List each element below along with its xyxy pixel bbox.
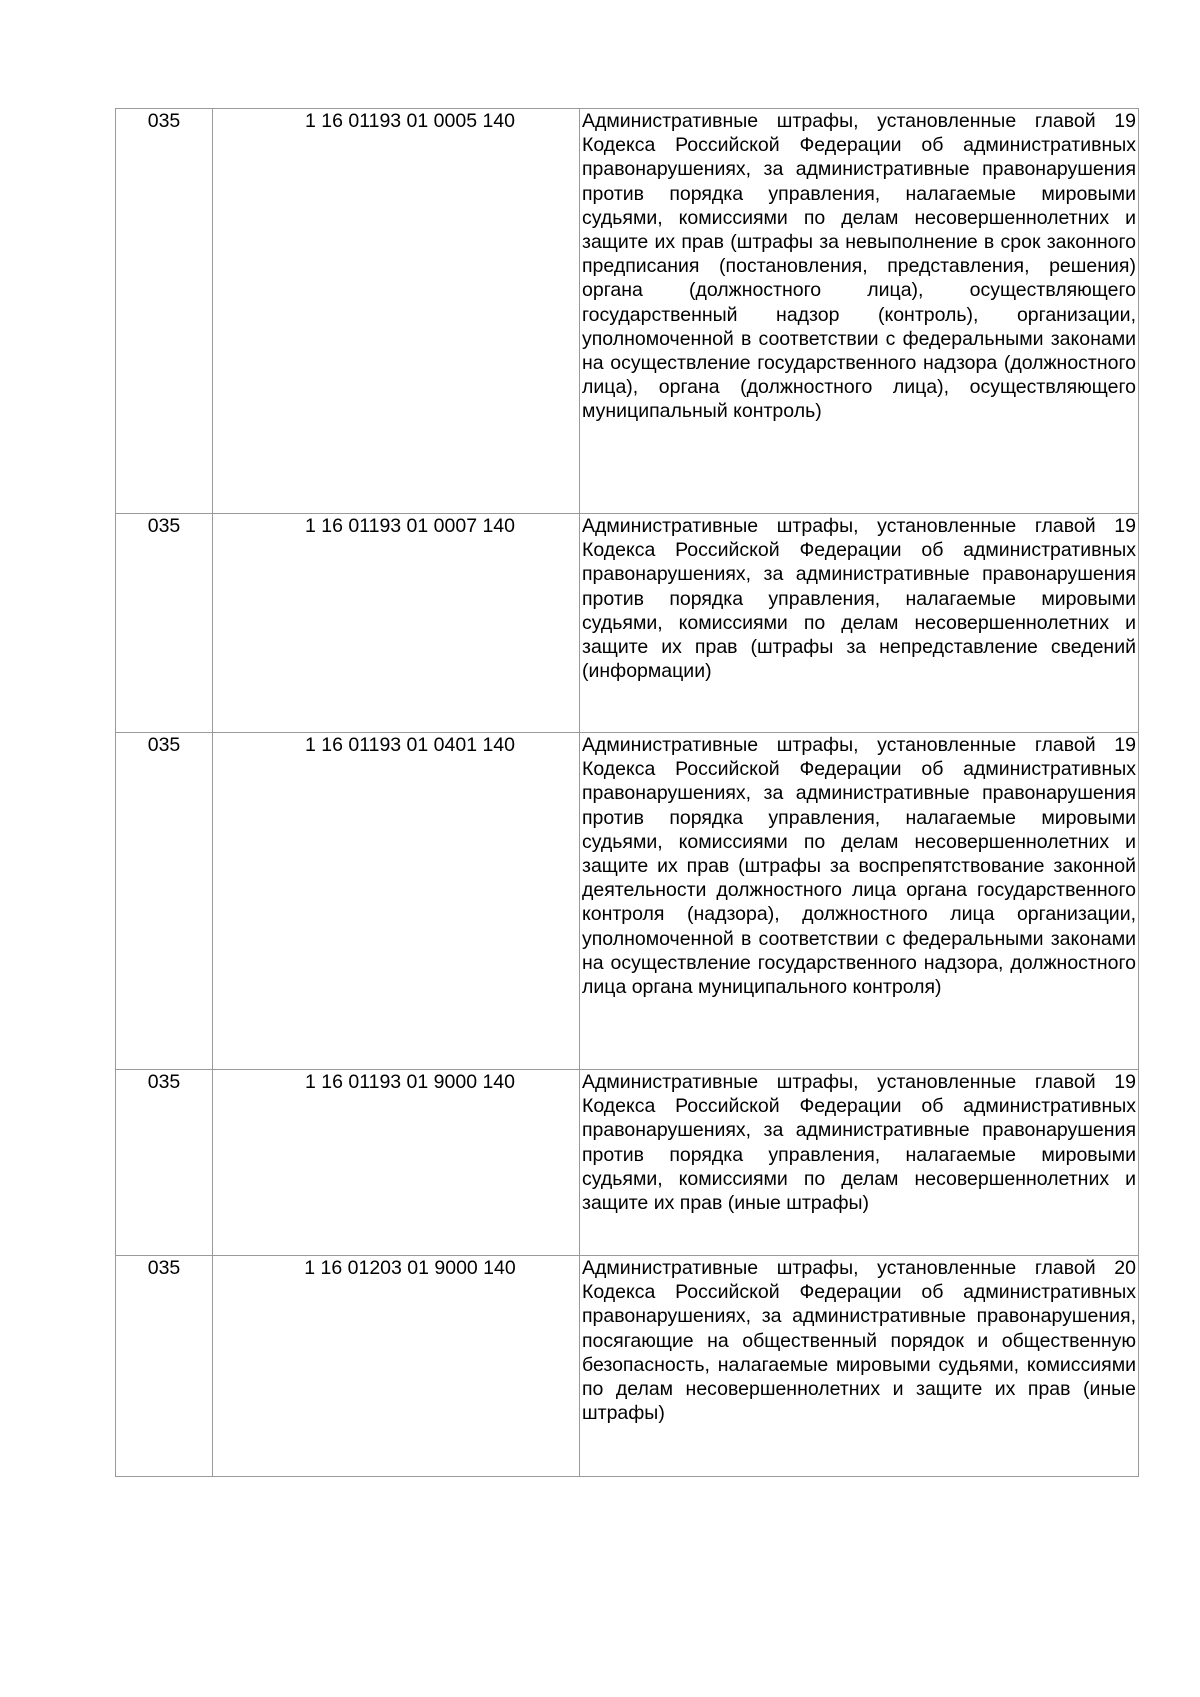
description-cell bbox=[580, 1256, 1139, 1477]
admin-code: 035 bbox=[147, 1071, 181, 1093]
admin-code-cell bbox=[116, 514, 213, 733]
revenue-code-cell bbox=[213, 514, 580, 733]
revenue-code: 1 16 01193 01 0401 140 bbox=[304, 734, 515, 756]
admin-code-cell bbox=[116, 109, 213, 514]
admin-code-cell bbox=[116, 733, 213, 1070]
revenue-code-cell bbox=[213, 733, 580, 1070]
admin-code: 035 bbox=[147, 1257, 181, 1279]
description-cell bbox=[580, 514, 1139, 733]
description-cell bbox=[580, 109, 1139, 514]
description-text: Административные штрафы, установленные главой 20 Кодекса Российской Федерации об административных правонарушениях, за административные правонарушения, посягающие на общественный порядок и общественную безопасность, налагаемые мировыми судьями, комиссиями по делам несовершеннолетних и защите их прав (иные штрафы) bbox=[582, 1257, 1136, 1425]
revenue-code: 1 16 01193 01 0007 140 bbox=[304, 515, 515, 537]
revenue-code: 1 16 01193 01 9000 140 bbox=[304, 1071, 515, 1093]
description-text: Административные штрафы, установленные главой 19 Кодекса Российской Федерации об административных правонарушениях, за административные правонарушения против порядка управления, налагаемые мировыми судьями, комиссиями по делам несовершеннолетних и защите их прав (иные штрафы) bbox=[582, 1071, 1136, 1215]
description-text: Административные штрафы, установленные главой 19 Кодекса Российской Федерации об административных правонарушениях, за административные правонарушения против порядка управления, налагаемые мировыми судьями, комиссиями по делам несовершеннолетних и защите их прав (штрафы за воспрепятствование законной деятельности должностного лица органа государственного контроля (надзора), должностного лица организации, уполномоченной в соответствии с федеральными законами на осуществление государственного надзора, должностного лица органа муниципального контроля) bbox=[582, 734, 1136, 999]
admin-code: 035 bbox=[147, 515, 181, 537]
description-text: Административные штрафы, установленные главой 19 Кодекса Российской Федерации об административных правонарушениях, за административные правонарушения против порядка управления, налагаемые мировыми судьями, комиссиями по делам несовершеннолетних и защите их прав (штрафы за непредставление сведений (информации) bbox=[582, 515, 1136, 683]
admin-code-cell bbox=[116, 1256, 213, 1477]
revenue-code-cell bbox=[213, 1070, 580, 1256]
budget-codes-table bbox=[115, 108, 1139, 1477]
table-row bbox=[116, 733, 1139, 1070]
admin-code: 035 bbox=[147, 734, 181, 756]
table-row bbox=[116, 1070, 1139, 1256]
description-cell bbox=[580, 733, 1139, 1070]
table-row bbox=[116, 514, 1139, 733]
table-row bbox=[116, 109, 1139, 514]
revenue-code: 1 16 01193 01 0005 140 bbox=[304, 110, 515, 132]
description-text: Административные штрафы, установленные главой 19 Кодекса Российской Федерации об административных правонарушениях, за административные правонарушения против порядка управления, налагаемые мировыми судьями, комиссиями по делам несовершеннолетних и защите их прав (штрафы за невыполнение в срок законного предписания (постановления, представления, решения) органа (должностного лица), осуществляющего государственный надзор (контроль), организации, уполномоченной в соответствии с федеральными законами на осуществление государственного надзора (должностного лица), органа (должностного лица), осуществляющего муниципальный контроль) bbox=[582, 110, 1136, 423]
admin-code-cell bbox=[116, 1070, 213, 1256]
table-row bbox=[116, 1256, 1139, 1477]
revenue-code-cell bbox=[213, 109, 580, 514]
admin-code: 035 bbox=[147, 110, 181, 132]
revenue-code-cell bbox=[213, 1256, 580, 1477]
description-cell bbox=[580, 1070, 1139, 1256]
revenue-code: 1 16 01203 01 9000 140 bbox=[304, 1257, 516, 1279]
